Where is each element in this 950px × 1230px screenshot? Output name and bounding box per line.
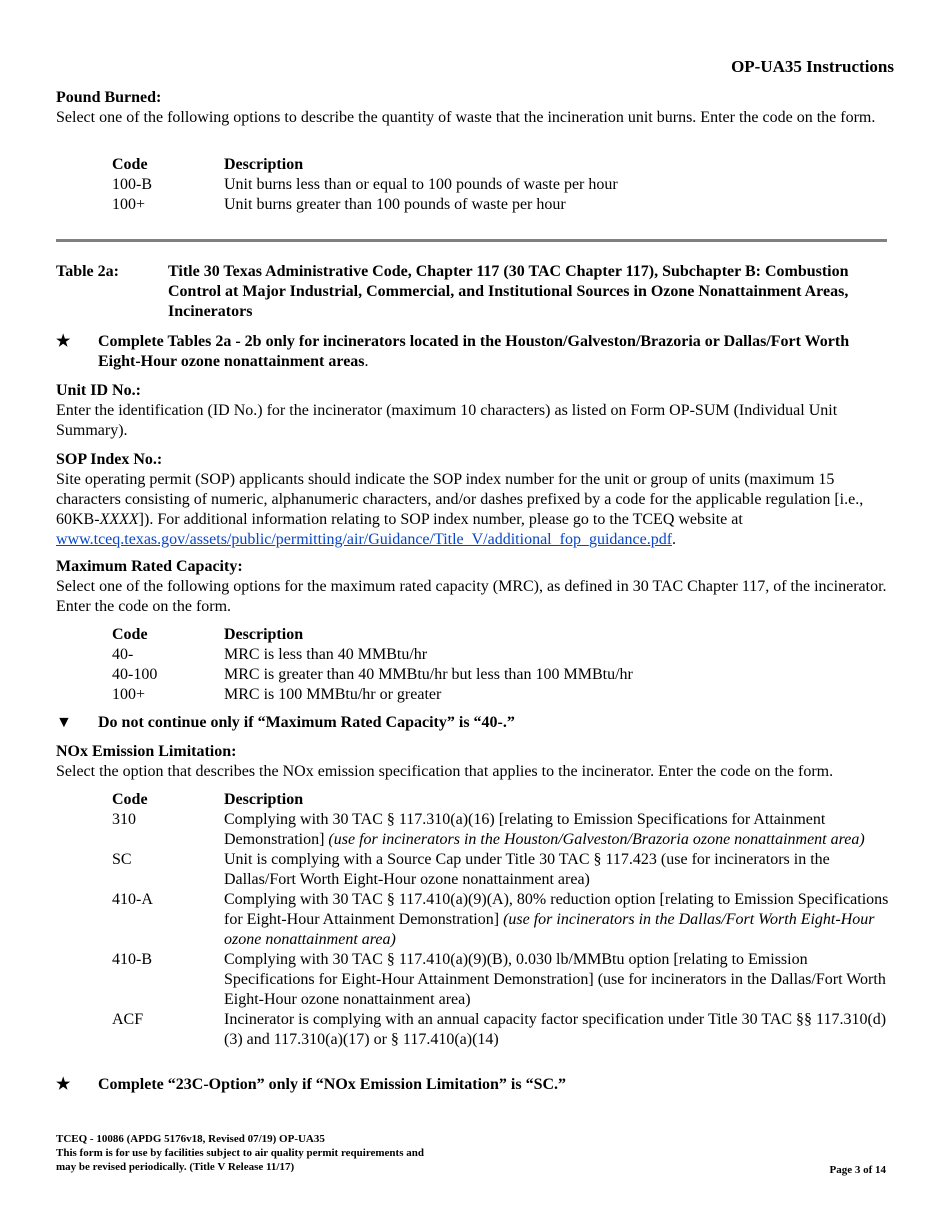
description-italic-text: (use for incinerators in the Dallas/Fort Worth Eight-Hour ozone nonattainment area) — [224, 911, 875, 948]
code-cell: 410-A — [112, 891, 153, 908]
footer-revision-note: may be revised periodically. (Title V Release 11/17) — [56, 1161, 295, 1173]
nox-heading: NOx Emission Limitation: — [56, 743, 237, 760]
sop-text-end: . — [672, 531, 677, 548]
description-cell — [224, 1010, 892, 1050]
footer-usage-note: This form is for use by facilities subject to air quality permit requirements and — [56, 1147, 424, 1159]
mrc-section — [56, 557, 890, 617]
code-cell: SC — [112, 851, 132, 868]
note-text: Do not continue only if “Maximum Rated Capacity” is “40-.” — [98, 714, 515, 731]
code-table-header — [112, 790, 892, 810]
description-cell — [224, 850, 892, 890]
nox-code-table — [112, 790, 892, 1050]
note-text: Complete Tables 2a - 2b only for incinerators located in the Houston/Galveston/Brazoria or Dallas/Fort Worth Eight-Hour ozone nonattainment areas — [98, 333, 850, 370]
pound-burned-text: Select one of the following options to describe the quantity of waste that the incineration unit burns. Enter the code on the form. — [56, 109, 876, 126]
pound-burned-section — [56, 88, 890, 128]
page-footer — [56, 1132, 424, 1174]
description-text: Complying with 30 TAC § 117.410(a)(9)(B), 0.030 lb/MMBtu option [relating to Emission Specifications for Eight-Hour Attainment Demonstration] (use for incinerators in the Dallas/Fort Worth Eight-Hour ozone nonattainment area) — [224, 951, 886, 1008]
sop-text-b: ]). For additional information relating to SOP index number, please go to the TCEQ website at — [138, 511, 743, 528]
table-row — [112, 1010, 892, 1050]
star-icon: ★ — [56, 1076, 71, 1093]
star-icon: ★ — [56, 333, 71, 350]
table-row — [112, 890, 892, 950]
unit-id-heading: Unit ID No.: — [56, 382, 141, 399]
code-cell: 310 — [112, 811, 136, 828]
table-row — [112, 175, 892, 195]
description-column-header: Description — [224, 626, 304, 643]
table-row — [112, 195, 892, 215]
note-incinerator-location — [56, 332, 890, 372]
footer-form-id: TCEQ - 10086 (APDG 5176v18, Revised 07/19) OP-UA35 — [56, 1133, 325, 1145]
code-column-header: Code — [112, 626, 148, 643]
code-cell: 40- — [112, 646, 134, 663]
code-cell: 100-B — [112, 176, 152, 193]
table-row — [112, 645, 892, 665]
code-cell: 40-100 — [112, 666, 158, 683]
description-cell: MRC is 100 MMBtu/hr or greater — [224, 686, 442, 703]
note-23c-option — [56, 1075, 890, 1095]
code-cell: 100+ — [112, 686, 146, 703]
description-cell: Unit burns less than or equal to 100 pounds of waste per hour — [224, 176, 618, 193]
description-text: Complying with 30 TAC § 117.410(a)(9)(A), 80% reduction option [relating to Emission Specifications for Eight-Hour Attainment Demonstration] — [224, 891, 889, 928]
code-column-header: Code — [112, 156, 148, 173]
page-number: Page 3 of 14 — [829, 1164, 886, 1176]
sop-index-text — [56, 470, 890, 550]
code-table-header — [112, 155, 892, 175]
note-end: . — [364, 353, 369, 370]
note-text: Complete “23C-Option” only if “NOx Emission Limitation” is “SC.” — [98, 1076, 567, 1093]
description-text: Incinerator is complying with an annual capacity factor specification under Title 30 TAC §§ 117.310(d)(3) and 117.310(a)(17) or § 117.410(a)(14) — [224, 1011, 887, 1048]
table-row — [112, 850, 892, 890]
description-column-header: Description — [224, 156, 304, 173]
pound-burned-code-table — [112, 155, 892, 215]
sop-text-a: Site operating permit (SOP) applicants should indicate the SOP index number for the unit or group of units (maximum 15 characters consisting of numeric, alphanumeric characters, and/or dashes prefixed by a code for the applicable regulation [i.e., 60KB- — [56, 471, 864, 528]
description-text: Complying with 30 TAC § 117.310(a)(16) [relating to Emission Specifications for Attainment Demonstration] — [224, 811, 826, 848]
code-column-header: Code — [112, 791, 148, 808]
unit-id-text: Enter the identification (ID No.) for the incinerator (maximum 10 characters) as listed on Form OP-SUM (Individual Unit Summary). — [56, 402, 838, 439]
table-row — [112, 950, 892, 1010]
description-cell: MRC is less than 40 MMBtu/hr — [224, 646, 428, 663]
pound-burned-heading: Pound Burned: — [56, 89, 162, 106]
description-text: Unit is complying with a Source Cap under Title 30 TAC § 117.423 (use for incinerators in the Dallas/Fort Worth Eight-Hour ozone nonattainment area) — [224, 851, 830, 888]
section-divider — [56, 239, 887, 242]
table-row — [112, 665, 892, 685]
description-cell: Unit burns greater than 100 pounds of waste per hour — [224, 196, 566, 213]
code-table-header — [112, 625, 892, 645]
code-cell: 410-B — [112, 951, 152, 968]
description-cell: MRC is greater than 40 MMBtu/hr but less than 100 MMBtu/hr — [224, 666, 633, 683]
description-italic-text: (use for incinerators in the Houston/Galveston/Brazoria ozone nonattainment area) — [328, 831, 865, 848]
description-cell — [224, 950, 892, 1010]
nox-text: Select the option that describes the NOx emission specification that applies to the incinerator. Enter the code on the form. — [56, 763, 834, 780]
mrc-heading: Maximum Rated Capacity: — [56, 558, 243, 575]
table-2a-title: Title 30 Texas Administrative Code, Chapter 117 (30 TAC Chapter 117), Subchapter B: Combustion Control at Major Industrial, Commercial, and Institutional Sources in Ozone Nonattainment Areas, Incinerators — [168, 263, 849, 320]
sop-index-heading: SOP Index No.: — [56, 451, 163, 468]
page-header-title: OP-UA35 Instructions — [731, 57, 894, 76]
table-2a-label: Table 2a: — [56, 263, 119, 280]
down-triangle-icon: ▼ — [56, 714, 72, 731]
mrc-text: Select one of the following options for the maximum rated capacity (MRC), as defined in 30 TAC Chapter 117, of the incinerator. Enter the code on the form. — [56, 578, 887, 615]
unit-id-section — [56, 381, 890, 441]
sop-index-section — [56, 450, 890, 550]
table-row — [112, 810, 892, 850]
code-cell: ACF — [112, 1011, 144, 1028]
description-cell — [224, 890, 892, 950]
code-cell: 100+ — [112, 196, 146, 213]
nox-section — [56, 742, 890, 782]
description-column-header: Description — [224, 791, 304, 808]
description-cell — [224, 810, 892, 850]
sop-text-italic: XXXX — [99, 511, 139, 528]
note-mrc-stop — [56, 713, 890, 733]
tceq-guidance-link[interactable]: www.tceq.texas.gov/assets/public/permitting/air/Guidance/Title_V/additional_fop_guidance.pdf — [56, 531, 673, 548]
mrc-code-table — [112, 625, 892, 705]
table-row — [112, 685, 892, 705]
